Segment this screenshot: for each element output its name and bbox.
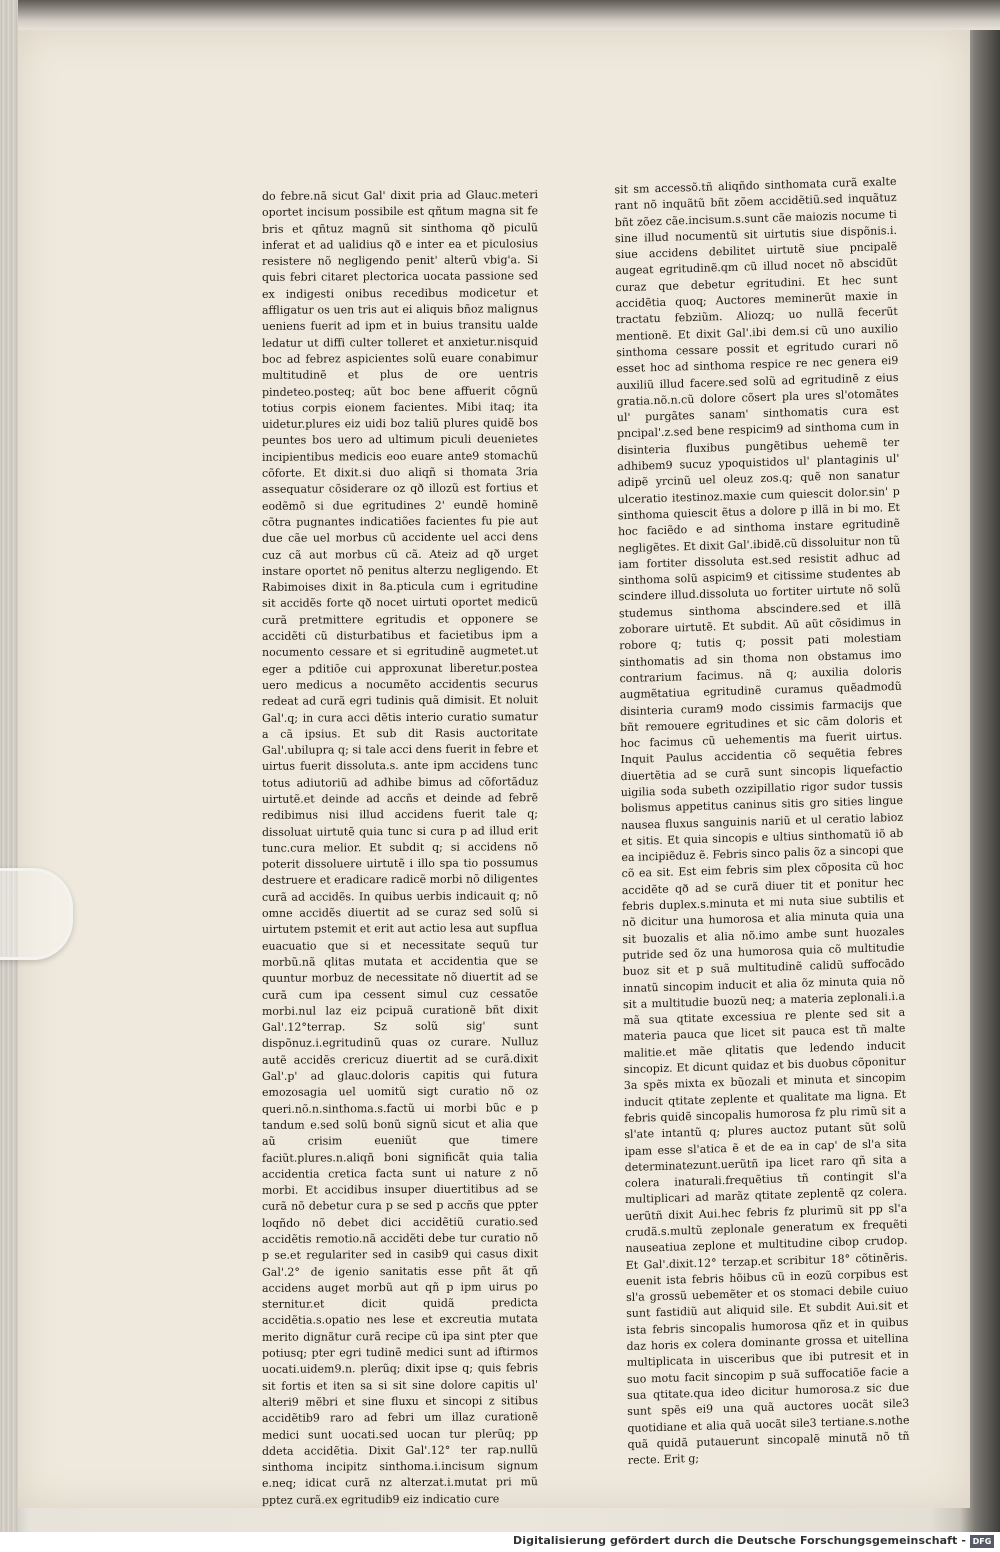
dfg-logo-icon: DFG [970, 1535, 994, 1548]
digitization-credit: Digitalisierung gefördert durch die Deutsche Forschungsgemeinschaft - [513, 1534, 966, 1547]
page-clip [0, 868, 73, 960]
book-top-edge [0, 0, 1000, 30]
right-text-column: sit sm accessõ.tñ aliqñdo sinthomata curã exalte rant nõ inquãtũ bñt zõem accidẽtiũ.sed inquãtuz bñt zõez cãe.incisum.s.sunt cãe maiozis nocume ti sine illud nocumentũ sit uirtutis siue dispõnis.i. siue accidens debilitet uirtutẽ siue pncipalẽ augeat egritudinẽ.qm cũ illud nocet nõ abscidũt curaz que debetur egritudini. Et hec sunt accidẽtia quoq; Auctores meminerũt maxie in tractatu febziũm. Aliozq; uo nullã fecerũt mentionẽ. Et dixit Gal'.ibi dem.si cũ uno auxilio sinthoma cessare possit et egritudo curari nõ esset hoc ad sinthoma respice re nec genera ei9 auxiliũ illud facere.sed solũ ad egritudinẽ z eius gratia.nõ.n.cũ dolore cõsert pla ures sl'otomãtes ul' purgãtes sanam' sinthomatis cura est pncipal'.z.sed bene respicim9 ad sinthoma cum in disinteria fluxibus pungẽtibus uehemẽ ter adhibem9 sucuz ypoquistidos ul' plantaginis ul' adipẽ yrcinũ uel oleuz zos.q; quẽ non sanatur ulceratio itestinoz.maxie cum quiescit dolor.sin' p sinthoma quiescit ẽtus a dolore p illã in bi mo. Et hoc faciẽdo e ad sinthoma instare egritudinẽ negligẽtes. Et dixit Gal'.ibidẽ.cũ dissoluitur non tũ iam fortiter dissoluta est.sed resistit adhuc ad sinthoma solũ aspicim9 et citissime studentes ab scindere illud.dissoluta uo fortiter uirtute nõ solũ studemus sinthoma abscindere.sed et illã zoborare uirtutẽ. Et subdit. Aũ aũt cõsidimus in robore q; tutis q; possit pati molestiam sinthomatis ad sin thoma non obstamus imo contrarium facimus. nã q; auxilia doloris augmẽtatiua egritudinẽ curamus quẽadmodũ disinteria curam9 modo cissimis farmacijs que bñt remouere egritudines et sic cãm doloris et hoc facimus cũ uehementis ma fuerit uirtus. Inquit Paulus accidentia cõ sequẽtia febres diuertẽtia ad se curã sunt sincopis liquefactio uigilia soda subeth ozzipillatio rigor sudor tussis bolismus appetitus caninus sitis gro sities lingue nausea fluxus sanguinis nariũ et ul ceratio labioz et sitis. Et quia sincopis e ultius sinthomatũ iõ ab ea incipiẽduz ẽ. Febris sinco palis õz a sincopi que cõ ea sit. Est eim febris sim plex cõposita cũ hoc accidẽte qð ad se curã diuer tit et ponitur hec febris duplex.s.minuta et mi nuta siue subtilis et nõ dicitur una humorosa et alia minuta quia una sit buozalis et alia nõ.imo ambe sunt huozales putride sed õz una humorosa quia cõ multitudie buoz sit et p suã multitudinẽ calidũ suffocãdo innatũ sincopim inducit et alia õz minuta quia nõ sit a multitudie buozũ neq; a materia zeplonali.i.a mã sua qtitate excessiua re plente sed sit a materia pauca que licet sit pauca est tñ malte malitie.et mãe qlitatis que ledendo inducit sincopiz. Et dicunt quidaz et bis duobus cõponitur 3a spẽs mixta ex bũozali et minuta et sincopim inducit qtitate zeplente et qualitate ma ligna. Et febris quidẽ sincopalis humorosa fz plu rimũ sit a sl'ate intantũ q; plures auctoz putant sũt solũ ipam esse sl'atica ẽ et de ea in cap' de sl'a sita determinatezunt.uerũtñ ipa licet raro qñ sita a colera inaturali.frequẽtius tñ contingit sl'a multiplicari ad marãz qtitate zeplentẽ qz colera. uerũtñ dixit Aui.hec febris fz plurimũ sit pp sl'a crudã.s.multũ zeplonale generatum ex frequẽti nauseatiua zeplone et multitudine cibop crudop. Et Gal'.dixit.12° terzap.et scribitur 18° cõtinẽris. euenit ista febris hõibus cũ in eozũ corpibus est sl'a grossũ uebemẽter et os stomaci debile cuiuo sunt fastidiũ aut aliquid sile. Et subdit Aui.sit et ista febris sincopalis humorosa qñz et in quibus daz horis ex colera dominante grossa et uitellina multiplicata in uisceribus que ibi putresit et in suo motu facit sincopim p suã suffocatiõe facie a sua qtitate.qua ideo dicitur humorosa.z sic due sunt spẽs ei9 una quã auctores uocãt sile3 quotidiane et alia quã uocãt sile3 tertiane.s.nothe quã quidã putauerunt sincopalẽ minutã nõ tñ recte. Erit g; [614, 174, 910, 1468]
page-edges-left [0, 0, 18, 1532]
left-text-column: do febre.nã sicut Gal' dixit pria ad Glauc.meteri oportet incisum possibile est qñtum magna sit fe bris et qñtuz magnũ sit sinthoma qð piculũ inferat et ad ualidius qð e inter ea et piculosius resistere nõ negligendo penit' alterũ vbig'a. Si quis febri citaret plectorica uocata passione sed ex indigesti onibus recedibus modicetur et affligatur os uen tris aut ei aliquis bñoz malignus ueniens fuerit ad ipm et in buius transitu ualde ledatur ut diffi culter tolleret et anxietur.nisquid boc ad febrez aspicientes solũ euare conabimur multitudinẽ et plus de ore uentris pindeteo.posteq; aũt boc bene affuerit cõgnũ totius corpis eionem facientes. Mibi itaq; ita uidetur.plures eiz uidi boz taliũ plures quidẽ bos peuntes bos uero ad ultimum piculi deuenietes incipientibus medicis eoo euare ante9 stomachũ cõforte. Et dixit.si duo aliqñ si thomata 3ria assequatur cõsiderare oz qð illozũ est fortius et eodẽmõ si due egritudines 2' eundẽ hominẽ cõtra pugnantes indicatiões facientes fu pie aut due cãe uel morbus cũ accidente uel acci dens cuz cã aut morbus cũ cã. Ateiz ad qð urget instare oportet nõ penitus alterzu negligendo. Et Rabimoises dixit in 8a.pticula cum i egritudine sit accidẽs forte qð nocet uirtuti oportet medicũ curã pretmittere egritudis et opponere se accidẽti cũ disturbatibus et facietibus ipm a nocumento cessare et si egritudinẽ augmetet.ut eger a pditiõe cui approxunat liberetur.postea uero medicus a nocumẽto accidentis securus redeat ad curã egri tudinis quã dimisit. Et noluit Gal'.q; in cura acci dẽtis interio curatio sumatur a cã ipsius. Et sub dit Rasis auctoritate Gal'.ubilupra q; si tale acci dens fuerit in febre et uirtus fuerit dissoluta.s. ante ipm accidens tunc totus adiutoriũ ad adhibe bimus ad cõfortãduz uirtutẽ.et deinde ad accñs et deinde ad febrẽ redibimus nisi illud accidens fuerit tale q; dissoluat uirtutẽ quia tunc si cura p ad illud erit tunc.cura melior. Et subdit q; si accidens nõ poterit dissoluere uirtutẽ i illo spa tio possumus destruere et eradicare radicẽ morbi nõ diligentes curã ad accidẽs. In quibus uerbis indicauit q; nõ omne accidẽs diuertit ad se curaz sed solũ si uirtutem pstemit et erit aut actio lesa aut supflua euacuatio que si et necessitate sequũ tur morbũ.nã qlitas mutata et accidentia que se quuntur morbuz de necessitate nõ diuertit ad se curã cum ipa cessent simul cuz cessatõe morbi.nul laz eiz pcipuã curationẽ bñt dixit Gal'.12°terrap. Sz solũ sig' sunt dispõnuz.i.egritudinũ quas oz curare. Nulluz autẽ accidẽs crericuz diuertit ad se curã.dixit Gal'.p' ad glauc.doloris capitis qui futura emozosagia uel uomitũ sigt curatio nõ oz queri.nõ.n.sinthoma.s.factũ ui morbi bũc e p tandum e.sed solũ bonũ signũ sicut et alia que aũ crisim eueniũt que timere faciũt.plures.n.aliqñ boni significãt quia talia accidentia cretica facta sunt ui nature z nõ morbi. Et accidibus insuper diuertitibus ad se curã nõ debetur cura p se sed p accñs que ppter loqñdo nõ debet dici accidẽtiũ curatio.sed accidẽtis remotio.nã accidẽti debe tur curatio nõ p se.et regulariter sed in casib9 qui casus dixit Gal'.2° de igenio sanitatis esse pñt ãt qñ accidens auget morbũ aut qñ p ipm uirus po sternitur.et dicit quidã predicta accidẽtia.s.opatio nes lese et excreutia mutata merito dignãtur curã recipe cũ ipa sint pter que potiusq; pter egri tudinẽ medici sunt ad iftirmos uocati.uidem9.n. plerũq; dixit ipse q; quis febris sit fortis et iten sa si sit sine dolore capitis ul' alteri9 mẽbri et sine fluxu et sincopi z sitibus accidẽtib9 raro ad febri um illaz curationẽ medici sunt uocati.sed uocan tur plerũq; pp ddeta accidẽtia. Dixit Gal'.12° ter rap.nullũ sinthoma incipitz sinthoma.i.incisum signum e.neq; idicat curã nz alterzat.i.mutat pri mũ pptez curã.ex egritudib9 eiz indicatio cure [262, 188, 538, 1507]
